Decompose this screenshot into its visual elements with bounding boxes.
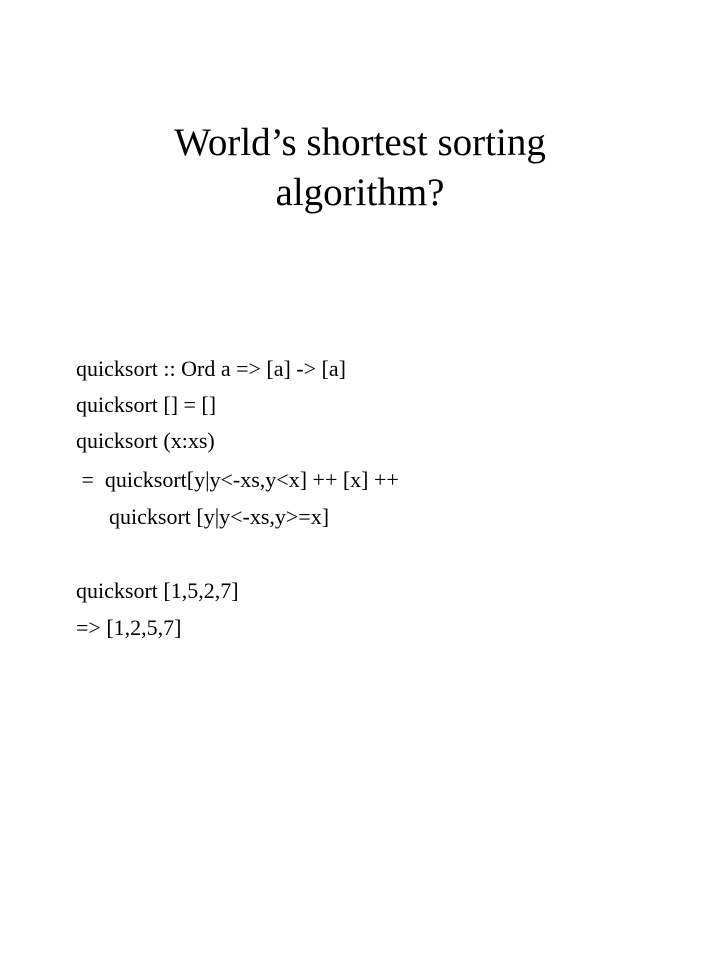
- code-line-type-signature: quicksort :: Ord a => [a] -> [a]: [76, 356, 346, 381]
- code-line-empty-case: quicksort [] = []: [76, 392, 217, 417]
- code-line-definition-part-2: quicksort [y|y<-xs,y>=x]: [76, 504, 330, 529]
- code-line-example-result: => [1,2,5,7]: [76, 615, 182, 640]
- slide-title: [60, 118, 660, 218]
- code-line-definition-part-1: = quicksort[y|y<-xs,y<x] ++ [x] ++: [76, 467, 399, 492]
- code-line-pattern-case: quicksort (x:xs): [76, 428, 215, 453]
- code-line-example-call: quicksort [1,5,2,7]: [76, 578, 239, 603]
- title-line-2: algorithm?: [275, 171, 445, 214]
- title-line-1: World’s shortest sorting: [174, 121, 546, 164]
